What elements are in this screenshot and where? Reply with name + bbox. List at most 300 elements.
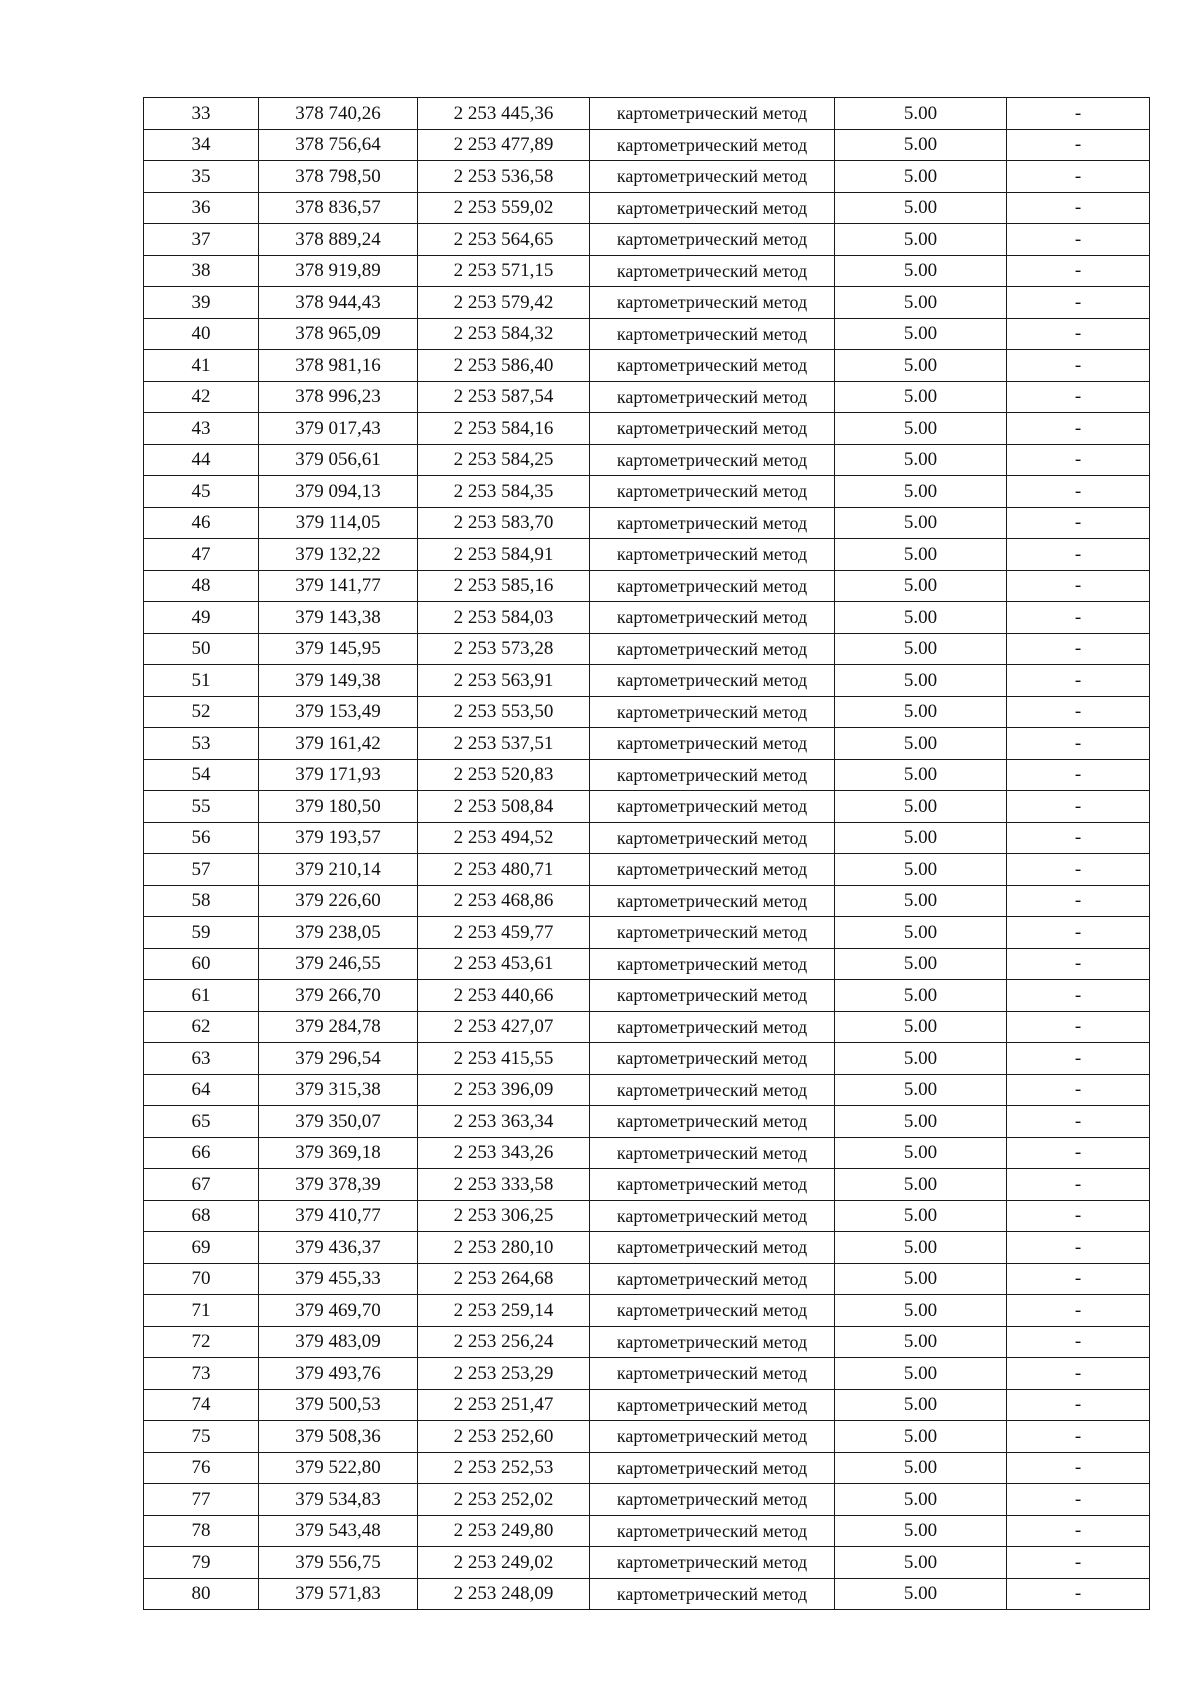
x-coordinate-cell: 379 141,77	[259, 570, 418, 602]
y-coordinate-cell: 2 253 396,09	[418, 1074, 590, 1106]
table-row	[144, 192, 1150, 224]
point-number-cell: 80	[144, 1578, 259, 1610]
method-cell: картометрический метод	[590, 1358, 835, 1390]
accuracy-cell: 5.00	[835, 917, 1007, 949]
table-row	[144, 1295, 1150, 1327]
method-cell: картометрический метод	[590, 1326, 835, 1358]
accuracy-cell: 5.00	[835, 1358, 1007, 1390]
table-row	[144, 759, 1150, 791]
accuracy-cell: 5.00	[835, 885, 1007, 917]
x-coordinate-cell: 379 238,05	[259, 917, 418, 949]
y-coordinate-cell: 2 253 520,83	[418, 759, 590, 791]
point-number-cell: 50	[144, 633, 259, 665]
method-cell: картометрический метод	[590, 507, 835, 539]
method-cell: картометрический метод	[590, 287, 835, 319]
point-number-cell: 70	[144, 1263, 259, 1295]
method-cell: картометрический метод	[590, 1137, 835, 1169]
y-coordinate-cell: 2 253 564,65	[418, 224, 590, 256]
note-cell: -	[1007, 192, 1150, 224]
accuracy-cell: 5.00	[835, 1326, 1007, 1358]
point-number-cell: 54	[144, 759, 259, 791]
y-coordinate-cell: 2 253 584,32	[418, 318, 590, 350]
accuracy-cell: 5.00	[835, 1169, 1007, 1201]
point-number-cell: 68	[144, 1200, 259, 1232]
y-coordinate-cell: 2 253 459,77	[418, 917, 590, 949]
method-cell: картометрический метод	[590, 1389, 835, 1421]
note-cell: -	[1007, 791, 1150, 823]
y-coordinate-cell: 2 253 363,34	[418, 1106, 590, 1138]
note-cell: -	[1007, 1547, 1150, 1579]
y-coordinate-cell: 2 253 251,47	[418, 1389, 590, 1421]
note-cell: -	[1007, 1137, 1150, 1169]
y-coordinate-cell: 2 253 248,09	[418, 1578, 590, 1610]
accuracy-cell: 5.00	[835, 539, 1007, 571]
note-cell: -	[1007, 476, 1150, 508]
table-row	[144, 885, 1150, 917]
y-coordinate-cell: 2 253 252,02	[418, 1484, 590, 1516]
x-coordinate-cell: 379 508,36	[259, 1421, 418, 1453]
x-coordinate-cell: 379 114,05	[259, 507, 418, 539]
x-coordinate-cell: 379 180,50	[259, 791, 418, 823]
method-cell: картометрический метод	[590, 791, 835, 823]
y-coordinate-cell: 2 253 536,58	[418, 161, 590, 193]
method-cell: картометрический метод	[590, 192, 835, 224]
note-cell: -	[1007, 539, 1150, 571]
note-cell: -	[1007, 255, 1150, 287]
y-coordinate-cell: 2 253 579,42	[418, 287, 590, 319]
method-cell: картометрический метод	[590, 224, 835, 256]
y-coordinate-cell: 2 253 306,25	[418, 1200, 590, 1232]
note-cell: -	[1007, 1452, 1150, 1484]
accuracy-cell: 5.00	[835, 696, 1007, 728]
table-row	[144, 1043, 1150, 1075]
y-coordinate-cell: 2 253 573,28	[418, 633, 590, 665]
accuracy-cell: 5.00	[835, 665, 1007, 697]
accuracy-cell: 5.00	[835, 1389, 1007, 1421]
note-cell: -	[1007, 1358, 1150, 1390]
y-coordinate-cell: 2 253 584,03	[418, 602, 590, 634]
method-cell: картометрический метод	[590, 854, 835, 886]
x-coordinate-cell: 379 350,07	[259, 1106, 418, 1138]
method-cell: картометрический метод	[590, 1074, 835, 1106]
y-coordinate-cell: 2 253 584,35	[418, 476, 590, 508]
point-number-cell: 58	[144, 885, 259, 917]
note-cell: -	[1007, 381, 1150, 413]
table-row	[144, 917, 1150, 949]
method-cell: картометрический метод	[590, 1043, 835, 1075]
y-coordinate-cell: 2 253 477,89	[418, 129, 590, 161]
method-cell: картометрический метод	[590, 1169, 835, 1201]
accuracy-cell: 5.00	[835, 1263, 1007, 1295]
method-cell: картометрический метод	[590, 602, 835, 634]
point-number-cell: 76	[144, 1452, 259, 1484]
table-row	[144, 350, 1150, 382]
y-coordinate-cell: 2 253 252,53	[418, 1452, 590, 1484]
method-cell: картометрический метод	[590, 1421, 835, 1453]
point-number-cell: 46	[144, 507, 259, 539]
note-cell: -	[1007, 728, 1150, 760]
y-coordinate-cell: 2 253 453,61	[418, 948, 590, 980]
accuracy-cell: 5.00	[835, 633, 1007, 665]
x-coordinate-cell: 379 171,93	[259, 759, 418, 791]
method-cell: картометрический метод	[590, 1452, 835, 1484]
accuracy-cell: 5.00	[835, 507, 1007, 539]
note-cell: -	[1007, 129, 1150, 161]
accuracy-cell: 5.00	[835, 1011, 1007, 1043]
y-coordinate-cell: 2 253 468,86	[418, 885, 590, 917]
table-row	[144, 1263, 1150, 1295]
point-number-cell: 77	[144, 1484, 259, 1516]
method-cell: картометрический метод	[590, 255, 835, 287]
x-coordinate-cell: 379 571,83	[259, 1578, 418, 1610]
note-cell: -	[1007, 759, 1150, 791]
accuracy-cell: 5.00	[835, 1484, 1007, 1516]
x-coordinate-cell: 379 410,77	[259, 1200, 418, 1232]
method-cell: картометрический метод	[590, 1106, 835, 1138]
accuracy-cell: 5.00	[835, 224, 1007, 256]
note-cell: -	[1007, 602, 1150, 634]
point-number-cell: 55	[144, 791, 259, 823]
point-number-cell: 52	[144, 696, 259, 728]
note-cell: -	[1007, 1043, 1150, 1075]
point-number-cell: 57	[144, 854, 259, 886]
accuracy-cell: 5.00	[835, 318, 1007, 350]
point-number-cell: 78	[144, 1515, 259, 1547]
point-number-cell: 61	[144, 980, 259, 1012]
table-row	[144, 1547, 1150, 1579]
accuracy-cell: 5.00	[835, 1043, 1007, 1075]
accuracy-cell: 5.00	[835, 948, 1007, 980]
x-coordinate-cell: 379 017,43	[259, 413, 418, 445]
point-number-cell: 65	[144, 1106, 259, 1138]
table-row	[144, 413, 1150, 445]
note-cell: -	[1007, 633, 1150, 665]
table-row	[144, 1515, 1150, 1547]
table-row	[144, 980, 1150, 1012]
accuracy-cell: 5.00	[835, 129, 1007, 161]
method-cell: картометрический метод	[590, 948, 835, 980]
note-cell: -	[1007, 1421, 1150, 1453]
note-cell: -	[1007, 1578, 1150, 1610]
x-coordinate-cell: 378 756,64	[259, 129, 418, 161]
y-coordinate-cell: 2 253 480,71	[418, 854, 590, 886]
y-coordinate-cell: 2 253 584,25	[418, 444, 590, 476]
x-coordinate-cell: 379 145,95	[259, 633, 418, 665]
table-row	[144, 444, 1150, 476]
y-coordinate-cell: 2 253 559,02	[418, 192, 590, 224]
table-row	[144, 381, 1150, 413]
y-coordinate-cell: 2 253 343,26	[418, 1137, 590, 1169]
point-number-cell: 67	[144, 1169, 259, 1201]
coordinates-table	[143, 97, 1150, 1610]
note-cell: -	[1007, 1263, 1150, 1295]
x-coordinate-cell: 379 266,70	[259, 980, 418, 1012]
method-cell: картометрический метод	[590, 1232, 835, 1264]
accuracy-cell: 5.00	[835, 255, 1007, 287]
x-coordinate-cell: 379 143,38	[259, 602, 418, 634]
point-number-cell: 51	[144, 665, 259, 697]
method-cell: картометрический метод	[590, 413, 835, 445]
x-coordinate-cell: 378 798,50	[259, 161, 418, 193]
x-coordinate-cell: 378 919,89	[259, 255, 418, 287]
method-cell: картометрический метод	[590, 1515, 835, 1547]
point-number-cell: 72	[144, 1326, 259, 1358]
note-cell: -	[1007, 570, 1150, 602]
y-coordinate-cell: 2 253 563,91	[418, 665, 590, 697]
method-cell: картометрический метод	[590, 728, 835, 760]
x-coordinate-cell: 379 534,83	[259, 1484, 418, 1516]
accuracy-cell: 5.00	[835, 602, 1007, 634]
y-coordinate-cell: 2 253 427,07	[418, 1011, 590, 1043]
table-row	[144, 476, 1150, 508]
accuracy-cell: 5.00	[835, 476, 1007, 508]
accuracy-cell: 5.00	[835, 1074, 1007, 1106]
table-row	[144, 1358, 1150, 1390]
y-coordinate-cell: 2 253 249,80	[418, 1515, 590, 1547]
accuracy-cell: 5.00	[835, 1137, 1007, 1169]
accuracy-cell: 5.00	[835, 822, 1007, 854]
note-cell: -	[1007, 822, 1150, 854]
method-cell: картометрический метод	[590, 696, 835, 728]
table-row	[144, 161, 1150, 193]
y-coordinate-cell: 2 253 252,60	[418, 1421, 590, 1453]
table-row	[144, 1011, 1150, 1043]
accuracy-cell: 5.00	[835, 759, 1007, 791]
table-row	[144, 570, 1150, 602]
y-coordinate-cell: 2 253 571,15	[418, 255, 590, 287]
note-cell: -	[1007, 1484, 1150, 1516]
table-row	[144, 224, 1150, 256]
note-cell: -	[1007, 1389, 1150, 1421]
method-cell: картометрический метод	[590, 1263, 835, 1295]
x-coordinate-cell: 379 149,38	[259, 665, 418, 697]
method-cell: картометрический метод	[590, 539, 835, 571]
x-coordinate-cell: 379 455,33	[259, 1263, 418, 1295]
point-number-cell: 64	[144, 1074, 259, 1106]
table-row	[144, 822, 1150, 854]
x-coordinate-cell: 379 153,49	[259, 696, 418, 728]
y-coordinate-cell: 2 253 584,16	[418, 413, 590, 445]
y-coordinate-cell: 2 253 586,40	[418, 350, 590, 382]
table-row	[144, 1200, 1150, 1232]
note-cell: -	[1007, 696, 1150, 728]
note-cell: -	[1007, 507, 1150, 539]
point-number-cell: 34	[144, 129, 259, 161]
method-cell: картометрический метод	[590, 822, 835, 854]
method-cell: картометрический метод	[590, 350, 835, 382]
x-coordinate-cell: 379 132,22	[259, 539, 418, 571]
point-number-cell: 71	[144, 1295, 259, 1327]
point-number-cell: 39	[144, 287, 259, 319]
point-number-cell: 48	[144, 570, 259, 602]
method-cell: картометрический метод	[590, 1578, 835, 1610]
point-number-cell: 62	[144, 1011, 259, 1043]
method-cell: картометрический метод	[590, 161, 835, 193]
x-coordinate-cell: 379 315,38	[259, 1074, 418, 1106]
method-cell: картометрический метод	[590, 1011, 835, 1043]
y-coordinate-cell: 2 253 415,55	[418, 1043, 590, 1075]
accuracy-cell: 5.00	[835, 161, 1007, 193]
note-cell: -	[1007, 224, 1150, 256]
table-row	[144, 602, 1150, 634]
y-coordinate-cell: 2 253 253,29	[418, 1358, 590, 1390]
point-number-cell: 35	[144, 161, 259, 193]
y-coordinate-cell: 2 253 537,51	[418, 728, 590, 760]
note-cell: -	[1007, 948, 1150, 980]
accuracy-cell: 5.00	[835, 444, 1007, 476]
note-cell: -	[1007, 980, 1150, 1012]
x-coordinate-cell: 379 056,61	[259, 444, 418, 476]
note-cell: -	[1007, 665, 1150, 697]
table-row	[144, 665, 1150, 697]
method-cell: картометрический метод	[590, 98, 835, 130]
table-row	[144, 1106, 1150, 1138]
table-row	[144, 129, 1150, 161]
note-cell: -	[1007, 917, 1150, 949]
y-coordinate-cell: 2 253 264,68	[418, 1263, 590, 1295]
y-coordinate-cell: 2 253 508,84	[418, 791, 590, 823]
accuracy-cell: 5.00	[835, 350, 1007, 382]
accuracy-cell: 5.00	[835, 287, 1007, 319]
method-cell: картометрический метод	[590, 1547, 835, 1579]
method-cell: картометрический метод	[590, 318, 835, 350]
note-cell: -	[1007, 444, 1150, 476]
accuracy-cell: 5.00	[835, 1421, 1007, 1453]
note-cell: -	[1007, 1074, 1150, 1106]
method-cell: картометрический метод	[590, 759, 835, 791]
accuracy-cell: 5.00	[835, 1452, 1007, 1484]
note-cell: -	[1007, 1106, 1150, 1138]
point-number-cell: 66	[144, 1137, 259, 1169]
point-number-cell: 60	[144, 948, 259, 980]
point-number-cell: 36	[144, 192, 259, 224]
method-cell: картометрический метод	[590, 1295, 835, 1327]
x-coordinate-cell: 379 543,48	[259, 1515, 418, 1547]
table-row	[144, 318, 1150, 350]
x-coordinate-cell: 378 944,43	[259, 287, 418, 319]
note-cell: -	[1007, 1200, 1150, 1232]
point-number-cell: 40	[144, 318, 259, 350]
table-row	[144, 854, 1150, 886]
table-row	[144, 791, 1150, 823]
x-coordinate-cell: 379 378,39	[259, 1169, 418, 1201]
point-number-cell: 69	[144, 1232, 259, 1264]
table-row	[144, 1421, 1150, 1453]
method-cell: картометрический метод	[590, 476, 835, 508]
note-cell: -	[1007, 1232, 1150, 1264]
table-row	[144, 696, 1150, 728]
accuracy-cell: 5.00	[835, 192, 1007, 224]
note-cell: -	[1007, 413, 1150, 445]
x-coordinate-cell: 379 493,76	[259, 1358, 418, 1390]
x-coordinate-cell: 379 226,60	[259, 885, 418, 917]
note-cell: -	[1007, 885, 1150, 917]
method-cell: картометрический метод	[590, 885, 835, 917]
x-coordinate-cell: 378 889,24	[259, 224, 418, 256]
note-cell: -	[1007, 1169, 1150, 1201]
table-row	[144, 98, 1150, 130]
y-coordinate-cell: 2 253 494,52	[418, 822, 590, 854]
x-coordinate-cell: 379 369,18	[259, 1137, 418, 1169]
x-coordinate-cell: 379 556,75	[259, 1547, 418, 1579]
point-number-cell: 38	[144, 255, 259, 287]
note-cell: -	[1007, 1011, 1150, 1043]
table-row	[144, 1232, 1150, 1264]
method-cell: картометрический метод	[590, 1484, 835, 1516]
point-number-cell: 63	[144, 1043, 259, 1075]
accuracy-cell: 5.00	[835, 1295, 1007, 1327]
table-row	[144, 1326, 1150, 1358]
x-coordinate-cell: 379 296,54	[259, 1043, 418, 1075]
table-row	[144, 633, 1150, 665]
table-row	[144, 948, 1150, 980]
y-coordinate-cell: 2 253 249,02	[418, 1547, 590, 1579]
x-coordinate-cell: 378 981,16	[259, 350, 418, 382]
point-number-cell: 53	[144, 728, 259, 760]
y-coordinate-cell: 2 253 585,16	[418, 570, 590, 602]
table-row	[144, 539, 1150, 571]
y-coordinate-cell: 2 253 256,24	[418, 1326, 590, 1358]
point-number-cell: 41	[144, 350, 259, 382]
y-coordinate-cell: 2 253 280,10	[418, 1232, 590, 1264]
note-cell: -	[1007, 161, 1150, 193]
point-number-cell: 47	[144, 539, 259, 571]
method-cell: картометрический метод	[590, 980, 835, 1012]
accuracy-cell: 5.00	[835, 728, 1007, 760]
x-coordinate-cell: 379 094,13	[259, 476, 418, 508]
y-coordinate-cell: 2 253 445,36	[418, 98, 590, 130]
x-coordinate-cell: 379 193,57	[259, 822, 418, 854]
point-number-cell: 73	[144, 1358, 259, 1390]
note-cell: -	[1007, 1326, 1150, 1358]
accuracy-cell: 5.00	[835, 570, 1007, 602]
point-number-cell: 49	[144, 602, 259, 634]
note-cell: -	[1007, 1295, 1150, 1327]
method-cell: картометрический метод	[590, 1200, 835, 1232]
accuracy-cell: 5.00	[835, 791, 1007, 823]
accuracy-cell: 5.00	[835, 980, 1007, 1012]
y-coordinate-cell: 2 253 584,91	[418, 539, 590, 571]
point-number-cell: 74	[144, 1389, 259, 1421]
x-coordinate-cell: 378 836,57	[259, 192, 418, 224]
point-number-cell: 43	[144, 413, 259, 445]
method-cell: картометрический метод	[590, 444, 835, 476]
y-coordinate-cell: 2 253 583,70	[418, 507, 590, 539]
point-number-cell: 59	[144, 917, 259, 949]
note-cell: -	[1007, 98, 1150, 130]
table-row	[144, 728, 1150, 760]
x-coordinate-cell: 378 740,26	[259, 98, 418, 130]
accuracy-cell: 5.00	[835, 854, 1007, 886]
point-number-cell: 45	[144, 476, 259, 508]
note-cell: -	[1007, 1515, 1150, 1547]
x-coordinate-cell: 378 965,09	[259, 318, 418, 350]
y-coordinate-cell: 2 253 333,58	[418, 1169, 590, 1201]
method-cell: картометрический метод	[590, 917, 835, 949]
x-coordinate-cell: 378 996,23	[259, 381, 418, 413]
y-coordinate-cell: 2 253 440,66	[418, 980, 590, 1012]
table-row	[144, 1137, 1150, 1169]
point-number-cell: 44	[144, 444, 259, 476]
table-row	[144, 1074, 1150, 1106]
point-number-cell: 33	[144, 98, 259, 130]
x-coordinate-cell: 379 161,42	[259, 728, 418, 760]
note-cell: -	[1007, 350, 1150, 382]
y-coordinate-cell: 2 253 553,50	[418, 696, 590, 728]
accuracy-cell: 5.00	[835, 1232, 1007, 1264]
point-number-cell: 75	[144, 1421, 259, 1453]
note-cell: -	[1007, 854, 1150, 886]
